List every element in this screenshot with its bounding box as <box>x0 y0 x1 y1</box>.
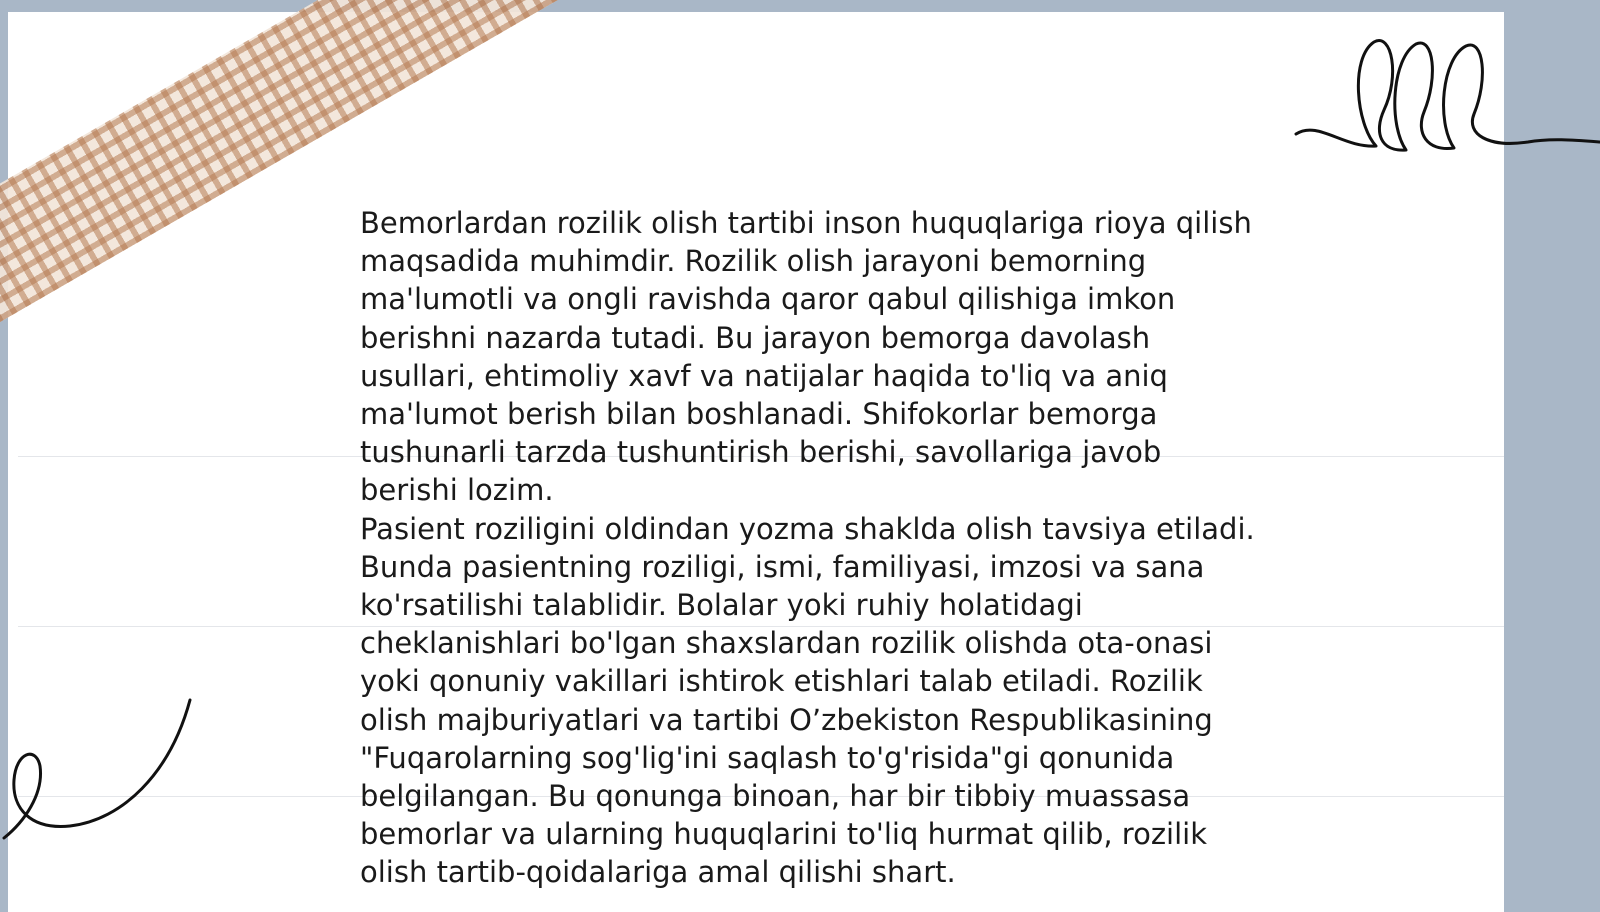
paragraph-consent-process: Bemorlardan rozilik olish tartibi inson huquqlariga rioya qilish maqsadida muhimdir. Rozilik olish jarayoni bemorning ma'lumotli va ongli ravishda qaror qabul qilishiga imkon berishni nazarda tutadi. Bu jarayon bemorga davolash usullari, ehtimoliy xavf va natijalar haqida to'liq va aniq ma'lumot berish bilan boshlanadi. Shifokorlar bemorga tushunarli tarzda tushuntirish berishi, savollariga javob berishi lozim. <box>360 206 1252 508</box>
loop-scribble-decoration <box>1288 28 1600 168</box>
body-text <box>360 204 1260 892</box>
swoosh-scribble-decoration <box>0 690 200 850</box>
paragraph-written-consent: Pasient roziligini oldindan yozma shaklda olish tavsiya etiladi. Bunda pasientning roziligi, ismi, familiyasi, imzosi va sana ko'rsatilishi talablidir. Bolalar yoki ruhiy holatidagi cheklanishlari bo'lgan shaxslardan rozilik olishda ota-onasi yoki qonuniy vakillari ishtirok etishlari talab etiladi. Rozilik olish majburiyatlari va tartibi O’zbekiston Respublikasining "Fuqarolarning sog'lig'ini saqlash to'g'risida"gi qonunida belgilangan. Bu qonunga binoan, har bir tibbiy muassasa bemorlar va ularning huquqlarini to'liq hurmat qilib, rozilik olish tartib-qoidalariga amal qilishi shart. <box>360 511 1255 890</box>
